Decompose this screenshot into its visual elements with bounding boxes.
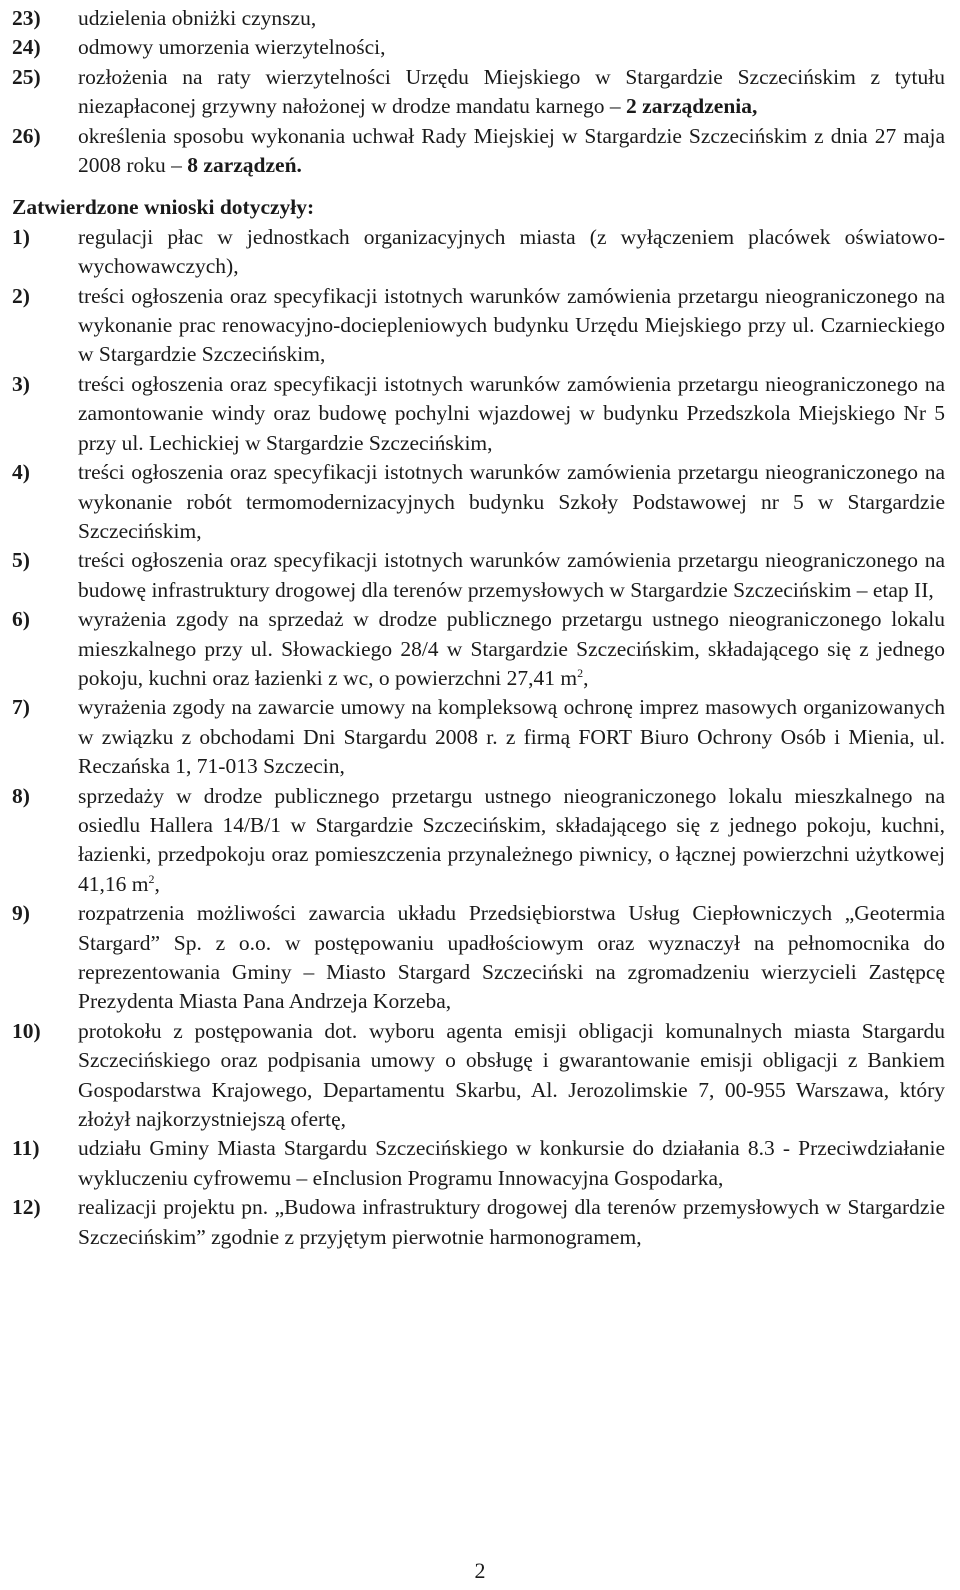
item-text-content: wyrażenia zgody na zawarcie umowy na kompleksową ochronę imprez masowych organizowanych w związku z obchodami Dni Stargardu 2008 r. z firmą FORT Biuro Ochrony Osób i Mienia, ul. Reczańska 1, 71-013 Szczecin, (78, 695, 945, 779)
item-text (78, 370, 945, 458)
item-number: 2) (12, 283, 30, 308)
approved-item (12, 223, 945, 282)
item-text-content: regulacji płac w jednostkach organizacyjnych miasta (z wyłączeniem placówek oświatowo-wychowawczych), (78, 224, 945, 279)
item-text (78, 282, 945, 370)
item-number: 3) (12, 371, 30, 396)
decree-item (12, 63, 945, 122)
superscript: 2 (148, 871, 155, 886)
approved-item (12, 899, 945, 1017)
item-number: 8) (12, 783, 30, 808)
approved-heading: Zatwierdzone wnioski dotyczyły: (12, 195, 315, 220)
item-text (78, 1134, 945, 1193)
item-text (78, 33, 945, 62)
item-emphasis: 2 zarządzenia, (626, 94, 758, 119)
approved-item (12, 370, 945, 458)
item-number: 26) (12, 123, 41, 148)
item-text-content: treści ogłoszenia oraz specyfikacji istotnych warunków zamówienia przetargu nieograniczonego na budowę infrastruktury drogowej dla terenów przemysłowych w Stargardzie Szczecińskim – etap II, (78, 548, 945, 602)
page-number: 2 (474, 1558, 486, 1583)
item-text (78, 4, 945, 33)
approved-list (12, 223, 945, 1252)
item-number: 23) (12, 6, 41, 30)
item-number: 25) (12, 64, 41, 89)
approved-item (12, 1193, 945, 1252)
approved-item (12, 782, 945, 900)
superscript: 2 (577, 665, 584, 680)
top-list (12, 4, 945, 180)
item-number: 4) (12, 460, 30, 485)
item-text-content: rozłożenia na raty wierzytelności Urzędu Miejskiego w Stargardzie Szczecińskim z tytułu niezapłaconej grzywny nałożonej w drodze mandatu karnego – (78, 64, 945, 119)
item-text-content: sprzedaży w drodze publicznego przetargu ustnego nieograniczonego lokalu mieszkalnego na osiedlu Hallera 14/B/1 w Stargardzie Szczecińskim, składającego się z jednego pokoju, kuchni, łazienki, przedpokoju oraz pomieszczenia przynależnego piwnicy, o łącznej powierzchni użytkowej 41,16 m (78, 783, 945, 896)
decree-item (12, 33, 945, 62)
approved-item (12, 546, 945, 605)
item-text-content: realizacji projektu pn. „Budowa infrastruktury drogowej dla terenów przemysłowych w Stargardzie Szczecińskim” zgodnie z przyjętym pierwotnie harmonogramem, (78, 1195, 945, 1249)
item-emphasis: 8 zarządzeń. (187, 153, 302, 178)
item-number: 11) (12, 1136, 40, 1161)
item-number: 1) (12, 224, 30, 249)
approved-item (12, 693, 945, 781)
item-text-content: rozpatrzenia możliwości zawarcia układu Przedsiębiorstwa Usług Ciepłowniczych „Geotermia Stargard” Sp. z o.o. w postępowaniu upadłościowym oraz wyznaczył na pełnomocnika do reprezentowania Gminy – Miasto Stargard Szczeciński na zgromadzeniu wierzycieli Zastępcę Prezydenta Miasta Pana Andrzeja Korzeba, (78, 901, 945, 1014)
item-number: 7) (12, 695, 30, 720)
item-text (78, 605, 945, 693)
item-text-content: udzielenia obniżki czynszu, (78, 6, 317, 30)
item-tail: , (154, 871, 160, 896)
item-text (78, 458, 945, 546)
item-tail: , (583, 665, 589, 690)
item-text (78, 63, 945, 122)
item-number: 6) (12, 607, 30, 632)
item-text-content: odmowy umorzenia wierzytelności, (78, 35, 386, 60)
document-page (12, 4, 945, 1252)
item-text (78, 1017, 945, 1135)
item-number: 9) (12, 901, 30, 926)
item-number: 24) (12, 35, 41, 60)
approved-item (12, 458, 945, 546)
item-text (78, 546, 945, 605)
item-text-content: treści ogłoszenia oraz specyfikacji istotnych warunków zamówienia przetargu nieograniczonego na wykonanie robót termomodernizacyjnych budynku Szkoły Podstawowej nr 5 w Stargardzie Szczecińskim, (78, 460, 945, 543)
item-text-content: wyrażenia zgody na sprzedaż w drodze publicznego przetargu ustnego nieograniczonego lokalu mieszkalnego przy ul. Słowackiego 28/4 w Stargardzie Szczecińskim, składającego się z jednego pokoju, kuchni oraz łazienki z wc, o powierzchni 27,41 m (78, 607, 945, 690)
item-text (78, 782, 945, 900)
approved-item (12, 1017, 945, 1135)
approved-item (12, 282, 945, 370)
item-text (78, 1193, 945, 1252)
approved-item (12, 1134, 945, 1193)
item-text (78, 223, 945, 282)
item-text-content: określenia sposobu wykonania uchwał Rady Miejskiej w Stargardzie Szczecińskim z dnia 27 maja 2008 roku – (78, 123, 945, 178)
decree-item (12, 4, 945, 33)
approved-item (12, 605, 945, 693)
item-text-content: treści ogłoszenia oraz specyfikacji istotnych warunków zamówienia przetargu nieograniczonego na zamontowanie windy oraz budowę pochylni wjazdowej w budynku Przedszkola Miejskiego Nr 5 przy ul. Lechickiej w Stargardzie Szczecińskim, (78, 371, 945, 455)
item-number: 5) (12, 548, 30, 573)
item-text-content: protokołu z postępowania dot. wyboru agenta emisji obligacji komunalnych miasta Stargardu Szczecińskiego oraz podpisania umowy o obsługę i gwarantowanie emisji obligacji z Bankiem Gospodarstwa Krajowego, Departamentu Skarbu, Al. Jerozolimskie 7, 00-955 Warszawa, który złożył najkorzystniejszą ofertę, (78, 1018, 945, 1132)
decree-item (12, 122, 945, 181)
item-text-content: udziału Gminy Miasta Stargardu Szczecińskiego w konkursie do działania 8.3 - Przeciwdziałanie wykluczeniu cyfrowemu – eInclusion Programu Innowacyjna Gospodarka, (78, 1136, 945, 1190)
item-text (78, 122, 945, 181)
item-text (78, 693, 945, 781)
item-number: 10) (12, 1018, 41, 1043)
item-text (78, 899, 945, 1017)
item-text-content: treści ogłoszenia oraz specyfikacji istotnych warunków zamówienia przetargu nieograniczonego na wykonanie prac renowacyjno-dociepleniowych budynku Urzędu Miejskiego przy ul. Czarnieckiego w Stargardzie Szczecińskim, (78, 283, 945, 367)
item-number: 12) (12, 1195, 41, 1220)
